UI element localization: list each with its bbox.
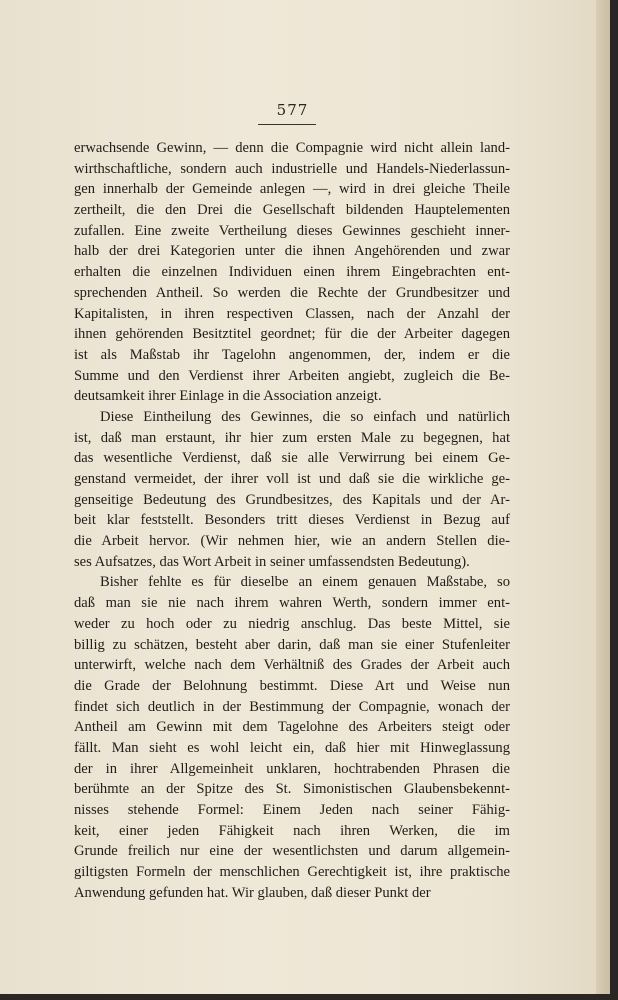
text-line: die Arbeit hervor. (Wir nehmen hier, wie an andern Stellen die-	[74, 533, 510, 550]
page-edge	[596, 0, 610, 994]
body-text	[74, 138, 510, 903]
text-line: gen innerhalb der Gemeinde anlegen —, wird in drei gleiche Theile	[74, 181, 510, 198]
page-number: 577	[276, 101, 309, 119]
text-line: Kapitalisten, in ihren respectiven Classen, nach der Anzahl der	[74, 305, 510, 322]
text-line: unterwirft, welche nach dem Verhältniß des Grades der Arbeit auch	[74, 657, 510, 674]
text-line: das wesentliche Verdienst, daß sie alle Verwirrung bei einem Ge-	[74, 450, 510, 467]
text-line: deutsamkeit ihrer Einlage in die Association anzeigt.	[74, 388, 382, 405]
text-line: die Grade der Belohnung bestimmt. Diese Art und Weise nun	[74, 677, 510, 694]
header-rule	[258, 124, 316, 125]
text-line: beit klar feststellt. Besonders tritt dieses Verdienst in Bezug auf	[74, 512, 510, 529]
text-line: der in ihrer Allgemeinheit unklaren, hochtrabenden Phrasen die	[74, 760, 510, 777]
paragraph	[74, 572, 510, 903]
text-line: Bisher fehlte es für dieselbe an einem genauen Maßstabe, so	[100, 574, 510, 591]
text-line: ist, daß man erstaunt, ihr hier zum ersten Male zu begegnen, hat	[74, 429, 510, 446]
paragraph	[74, 138, 510, 407]
text-line: genstand vermeidet, der ihrer voll ist und daß sie die wirkliche ge-	[74, 471, 510, 487]
text-line: sprechenden Antheil. So werden die Rechte der Grundbesitzer und	[74, 284, 510, 301]
text-line: keit, einer jeden Fähigkeit nach ihren Werken, die im	[74, 822, 510, 839]
text-line: ihnen gehörenden Besitztitel geordnet; für die der Arbeiter dagegen	[74, 326, 510, 343]
text-line: weder zu hoch oder zu niedrig anschlug. Das beste Mittel, sie	[74, 615, 510, 632]
text-line: fällt. Man sieht es wohl leicht ein, daß hier mit Hinweglassung	[74, 739, 510, 756]
text-line: halb der drei Kategorien unter die ihnen Angehörenden und zwar	[74, 243, 510, 260]
text-line: giltigsten Formeln der menschlichen Gerechtigkeit ist, ihre praktische	[74, 864, 510, 881]
text-line: billig zu schätzen, besteht aber darin, daß man sie einer Stufenleiter	[74, 636, 510, 653]
text-line: daß man sie nie nach ihrem wahren Werth, sondern immer ent-	[74, 595, 510, 612]
text-line: ses Aufsatzes, das Wort Arbeit in seiner umfassendsten Bedeutung).	[74, 553, 470, 570]
text-line: ist als Maßstab ihr Tagelohn angenommen, der, indem er die	[74, 346, 510, 363]
text-line: erhalten die einzelnen Individuen einen ihrem Eingebrachten ent-	[74, 264, 510, 281]
text-line: berühmte an der Spitze des St. Simonistischen Glaubensbekennt-	[74, 781, 510, 798]
text-line: Summe und den Verdienst ihrer Arbeiten angiebt, zugleich die Be-	[74, 367, 510, 384]
text-line: nisses stehende Formel: Einem Jeden nach seiner Fähig-	[74, 802, 510, 818]
text-line: Anwendung gefunden hat. Wir glauben, daß dieser Punkt der	[74, 884, 431, 901]
text-line: Antheil am Gewinn mit dem Tagelohne des Arbeiters steigt oder	[74, 719, 510, 736]
text-line: genseitige Bedeutung des Grundbesitzes, des Kapitals und der Ar-	[74, 491, 510, 508]
text-line: erwachsende Gewinn, — denn die Compagnie wird nicht allein land-	[74, 140, 510, 156]
text-line: zertheilt, die den Drei die Gesellschaft bildenden Hauptelementen	[74, 202, 510, 219]
text-line: wirthschaftliche, sondern auch industrielle und Handels-Niederlassun-	[74, 160, 510, 177]
paragraph	[74, 407, 510, 573]
text-line: Grunde freilich nur eine der wesentlichsten und darum allgemein-	[74, 843, 510, 860]
text-line: findet sich deutlich in der Bestimmung der Compagnie, wonach der	[74, 698, 510, 715]
text-line: Diese Eintheilung des Gewinnes, die so einfach und natürlich	[100, 408, 510, 425]
text-line: zufallen. Eine zweite Vertheilung dieses Gewinnes geschieht inner-	[74, 222, 510, 239]
